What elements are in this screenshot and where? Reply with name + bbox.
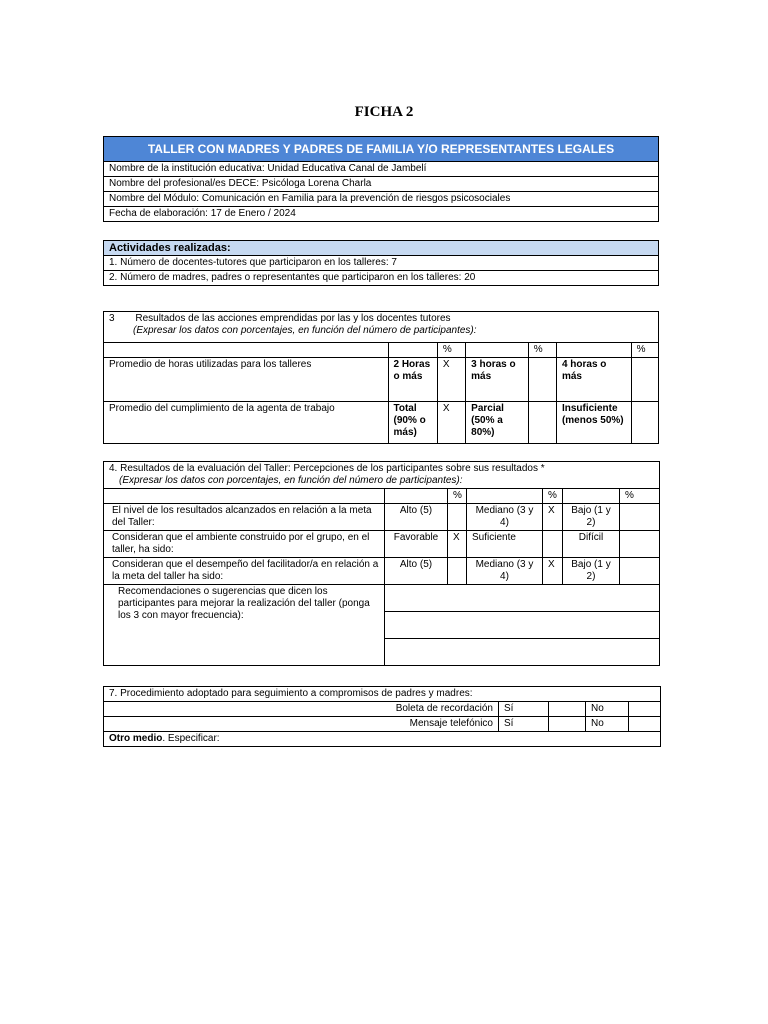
activities-table — [103, 240, 659, 286]
results-level-mark-1[interactable] — [448, 504, 467, 531]
workshop-header: TALLER CON MADRES Y PADRES DE FAMILIA Y/O REPRESENTANTES LEGALES — [104, 137, 659, 162]
phone-message-yes-box[interactable] — [549, 717, 586, 732]
phone-message-no-box[interactable] — [629, 717, 661, 732]
recommendation-field-1[interactable] — [385, 585, 660, 612]
parents-count-row: 2. Número de madres, padres o representantes que participaron en los talleres: 20 — [104, 271, 659, 286]
section4-title-cell — [104, 462, 660, 489]
other-means-row[interactable] — [104, 732, 661, 747]
page-title: FICHA 2 — [354, 104, 414, 120]
results-level-option-1: Alto (5) — [385, 504, 448, 531]
hours-option-1: 2 Horas o más — [388, 358, 437, 402]
facilitator-option-1: Alto (5) — [385, 558, 448, 585]
results-level-option-3: Bajo (1 y 2) — [563, 504, 620, 531]
environment-label: Consideran que el ambiente construido por el grupo, en el taller, ha sido: — [104, 531, 385, 558]
pct-header: % — [620, 489, 660, 504]
evaluation-table — [103, 461, 660, 666]
section4-title: 4. Resultados de la evaluación del Taller: Percepciones de los participantes sobre sus resultados * — [109, 463, 545, 474]
recommendation-field-2[interactable] — [385, 612, 660, 639]
agenda-option-2: Parcial (50% a 80%) — [466, 402, 529, 444]
phone-message-no: No — [586, 717, 629, 732]
institution-row: Nombre de la institución educativa: Unidad Educativa Canal de Jambelí — [104, 162, 659, 177]
agenda-option-3: Insuficiente (menos 50%) — [556, 402, 631, 444]
results-level-label: El nivel de los resultados alcanzados en relación a la meta del Taller: — [104, 504, 385, 531]
hours-option-2: 3 horas o más — [466, 358, 529, 402]
date-row: Fecha de elaboración: 17 de Enero / 2024 — [104, 207, 659, 222]
results-level-option-2: Mediano (3 y 4) — [467, 504, 543, 531]
reminder-slip-label: Boleta de recordación — [104, 702, 499, 717]
hours-label: Promedio de horas utilizadas para los talleres — [104, 358, 389, 402]
agenda-label: Promedio del cumplimiento de la agenta de trabajo — [104, 402, 389, 444]
hours-mark-2[interactable] — [528, 358, 556, 402]
reminder-slip-no-box[interactable] — [629, 702, 661, 717]
workshop-info-table — [103, 136, 659, 222]
facilitator-label: Consideran que el desempeño del facilitador/a en relación a la meta del taller ha sido: — [104, 558, 385, 585]
hours-mark-3[interactable] — [631, 358, 658, 402]
module-row: Nombre del Módulo: Comunicación en Familia para la prevención de riesgos psicosociales — [104, 192, 659, 207]
recommendations-label: Recomendaciones o sugerencias que dicen los participantes para mejorar la realización del taller (ponga los 3 con mayor frecuencia): — [104, 585, 385, 666]
environment-option-2: Suficiente — [467, 531, 543, 558]
section3-number: 3 — [109, 313, 115, 324]
results-actions-table — [103, 311, 659, 444]
phone-message-yes: Sí — [499, 717, 549, 732]
hours-mark-1[interactable]: X — [437, 358, 465, 402]
followup-table — [103, 686, 661, 747]
pct-header: % — [543, 489, 563, 504]
section3-title-cell — [104, 312, 659, 343]
section3-subtitle: (Expresar los datos con porcentajes, en función del número de participantes): — [133, 325, 477, 336]
reminder-slip-yes: Sí — [499, 702, 549, 717]
activities-header: Actividades realizadas: — [104, 241, 659, 256]
environment-mark-3[interactable] — [620, 531, 660, 558]
section7-title: 7. Procedimiento adoptado para seguimiento a compromisos de padres y madres: — [104, 687, 661, 702]
environment-mark-2[interactable] — [543, 531, 563, 558]
agenda-mark-3[interactable] — [631, 402, 658, 444]
pct-header: % — [631, 343, 658, 358]
pct-header: % — [528, 343, 556, 358]
agenda-mark-1[interactable]: X — [437, 402, 465, 444]
reminder-slip-no: No — [586, 702, 629, 717]
results-level-mark-2[interactable]: X — [543, 504, 563, 531]
facilitator-option-3: Bajo (1 y 2) — [563, 558, 620, 585]
agenda-mark-2[interactable] — [528, 402, 556, 444]
reminder-slip-yes-box[interactable] — [549, 702, 586, 717]
results-level-mark-3[interactable] — [620, 504, 660, 531]
facilitator-option-2: Mediano (3 y 4) — [467, 558, 543, 585]
environment-option-3: Difícil — [563, 531, 620, 558]
facilitator-mark-2[interactable]: X — [543, 558, 563, 585]
other-means-label: Otro medio — [109, 733, 163, 744]
teachers-count-row: 1. Número de docentes-tutores que participaron en los talleres: 7 — [104, 256, 659, 271]
phone-message-label: Mensaje telefónico — [104, 717, 499, 732]
pct-header: % — [437, 343, 465, 358]
facilitator-mark-3[interactable] — [620, 558, 660, 585]
agenda-option-1: Total (90% o más) — [388, 402, 437, 444]
hours-option-3: 4 horas o más — [556, 358, 631, 402]
section3-title: Resultados de las acciones emprendidas por las y los docentes tutores — [135, 313, 451, 324]
pct-header: % — [448, 489, 467, 504]
environment-option-1: Favorable — [385, 531, 448, 558]
recommendation-field-3[interactable] — [385, 639, 660, 666]
facilitator-mark-1[interactable] — [448, 558, 467, 585]
environment-mark-1[interactable]: X — [448, 531, 467, 558]
other-means-specify: . Especificar: — [162, 733, 220, 744]
section4-subtitle: (Expresar los datos con porcentajes, en función del número de participantes): — [119, 475, 463, 486]
professional-row: Nombre del profesional/es DECE: Psicóloga Lorena Charla — [104, 177, 659, 192]
